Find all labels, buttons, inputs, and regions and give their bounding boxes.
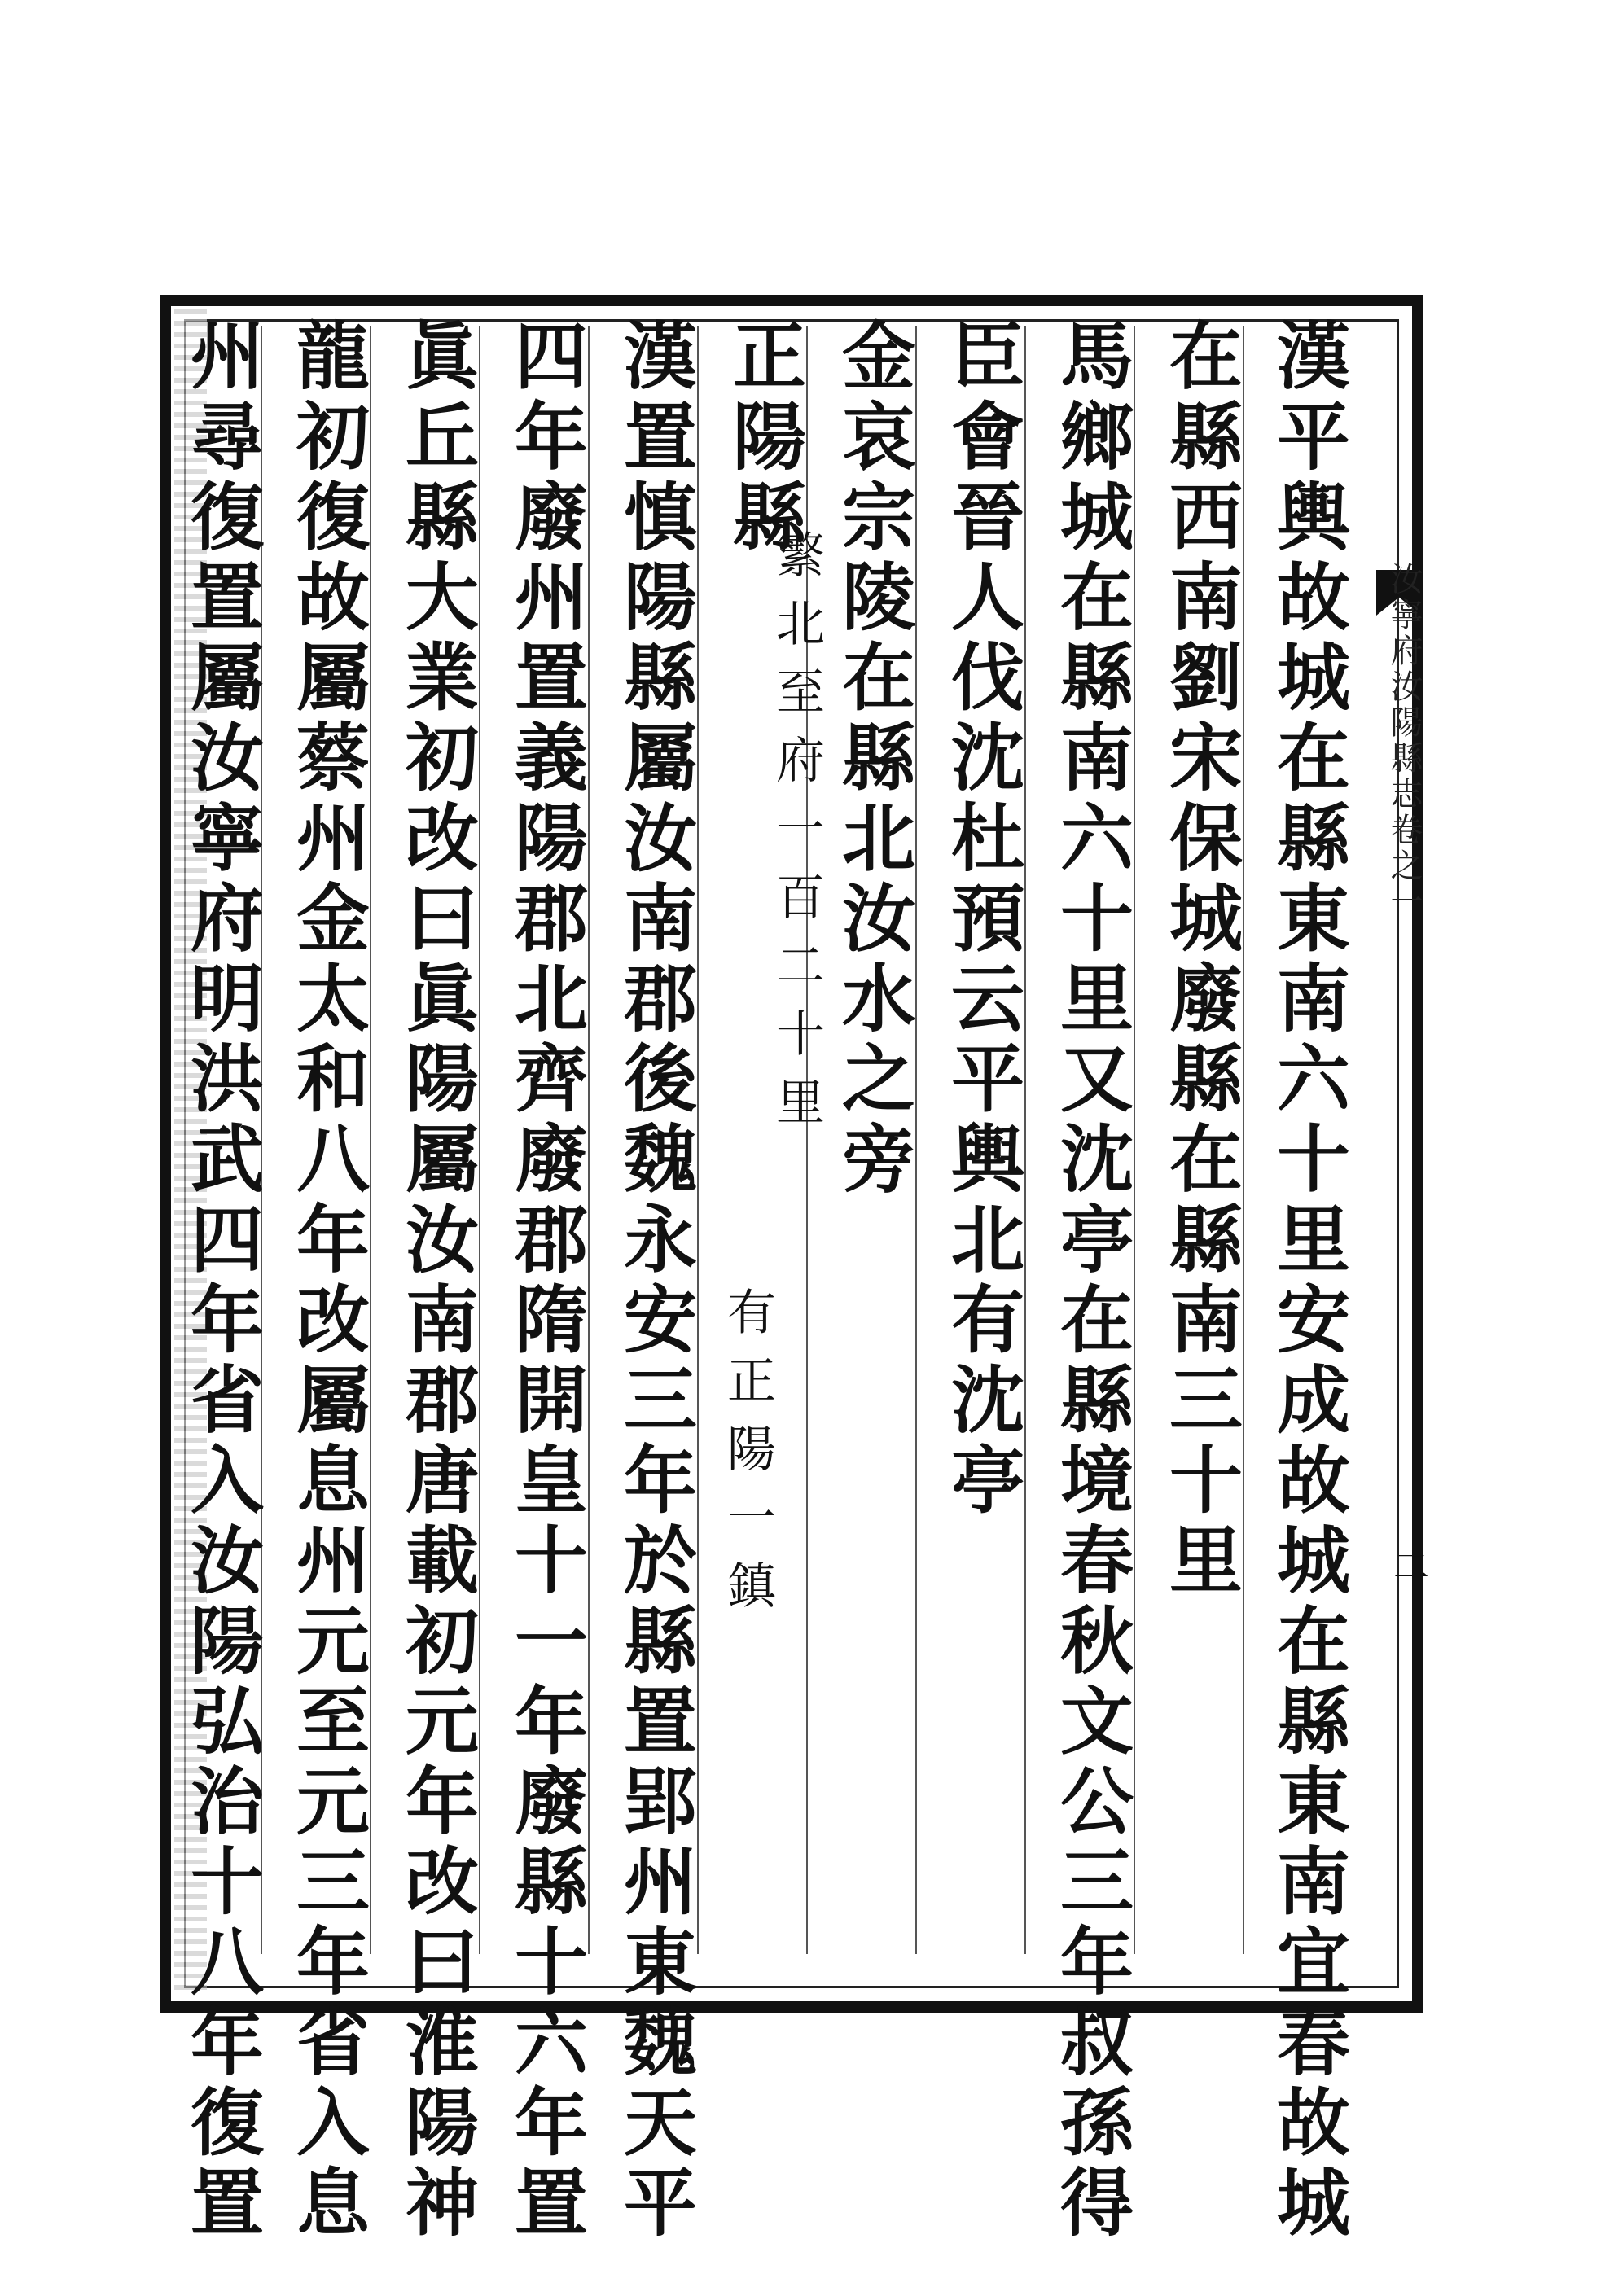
column-rule bbox=[1243, 326, 1244, 1954]
text-column-3: 馬鄉城在縣南六十里又沈亭在縣境春秋文公三年叔孫得 bbox=[1047, 318, 1134, 2245]
folio-number: 二 bbox=[1387, 1547, 1428, 1583]
text-column-7: 漢置慎陽縣屬汝南郡後魏永安三年於縣置郢州東魏天平 bbox=[611, 318, 697, 2245]
text-column-10: 龍初復故屬蔡州金太和八年改屬息州元至元三年省入息 bbox=[283, 318, 370, 2245]
column-rule bbox=[697, 326, 699, 1954]
column-rule bbox=[370, 326, 371, 1954]
column-rule bbox=[588, 326, 590, 1954]
county-heading: 正陽縣 bbox=[720, 318, 806, 559]
county-note-right: 繁北至府一百二十里 bbox=[768, 529, 825, 1145]
text-column-8: 四年廢州置義陽郡北齊廢郡隋開皇十一年廢縣十六年置 bbox=[502, 318, 588, 2245]
text-column-2: 在縣西南劉宋保城廢縣在縣南三十里 bbox=[1156, 318, 1243, 1602]
margin-title: 汝寧府汝陽縣志卷之一 bbox=[1385, 562, 1423, 920]
text-column-9: 眞丘縣大業初改曰眞陽屬汝南郡唐載初元年改曰淮陽神 bbox=[393, 318, 479, 2245]
column-rule bbox=[479, 326, 480, 1954]
text-column-5: 金哀宗陵在縣北汝水之旁 bbox=[829, 318, 915, 1201]
text-column-1: 漢平輿故城在縣東南六十里安成故城在縣東南宜春故城 bbox=[1264, 318, 1350, 2245]
column-rule bbox=[915, 326, 917, 1954]
column-rule bbox=[1024, 326, 1026, 1954]
text-column-4: 臣會晉人伐沈杜預云平輿北有沈亭 bbox=[938, 318, 1024, 1522]
column-rule bbox=[1134, 326, 1135, 1954]
county-note-left: 有正陽一鎮 bbox=[719, 1286, 776, 1628]
text-column-11: 州尋復置屬汝寧府明洪武四年省入汝陽弘治十八年復置 bbox=[178, 318, 264, 2245]
